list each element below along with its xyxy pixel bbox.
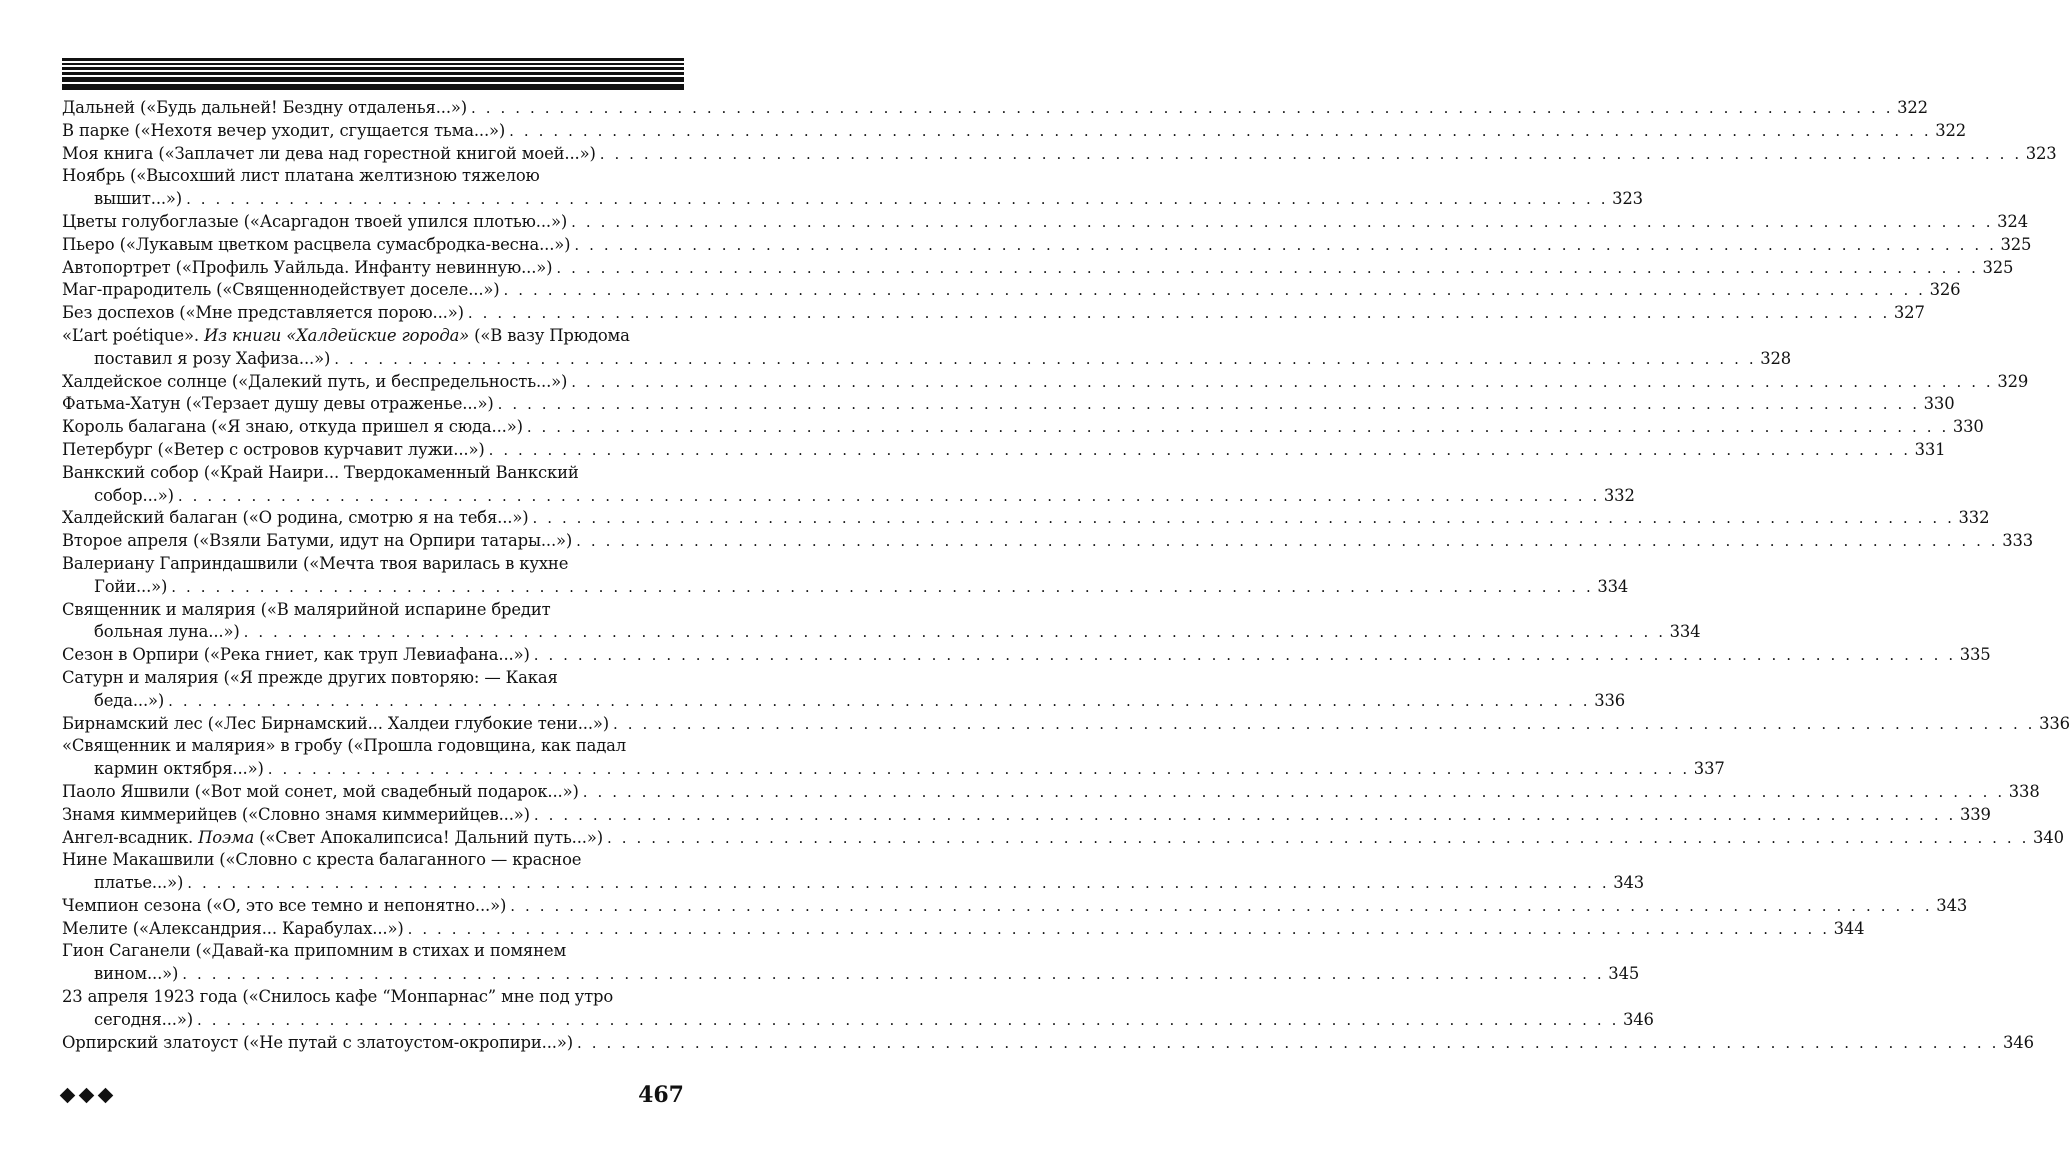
entry-title: Паоло Яшвили («Вот мой сонет, мой свадебный подарок...») [62, 781, 579, 801]
entry-page-number: 343 [1613, 873, 1645, 893]
entry-page-number: 346 [1623, 1009, 1654, 1029]
header-rule [62, 72, 684, 75]
dot-leader [468, 302, 1890, 325]
entry-page-number: 327 [1893, 303, 1925, 323]
entry-title: Знамя киммерийцев («Словно знамя киммерийцев...») [62, 804, 530, 824]
three-diamonds-icon [62, 1090, 111, 1101]
entry-title: Автопортрет («Профиль Уайльда. Инфанту невинную...») [62, 257, 553, 277]
table-of-contents [62, 97, 2070, 1054]
toc-line [62, 97, 1928, 120]
toc-entry [62, 735, 1725, 781]
entry-title: Моя книга («Заплачет ли дева над горестной книгой моей...») [62, 143, 596, 163]
entry-title: кармин октября...») [94, 759, 264, 779]
toc-line [62, 416, 1984, 439]
entry-title: Сатурн и малярия («Я прежде других повторяю: — Какая [62, 667, 558, 687]
toc-line [62, 120, 1967, 143]
entry-page-number: 340 [2033, 827, 2064, 847]
entry-page-number: 333 [2002, 531, 2034, 551]
entry-title-part: («Свет Апокалипсиса! Дальний путь...») [254, 827, 603, 847]
entry-title: сегодня...») [94, 1009, 193, 1029]
toc-line [62, 439, 1946, 462]
entry-page-number: 345 [1608, 964, 1640, 984]
dot-leader [534, 644, 1956, 667]
entry-title-part: «L’art poétique». [62, 325, 204, 345]
entry-title: платье...») [94, 873, 184, 893]
toc-line [62, 371, 2029, 394]
dot-leader [408, 918, 1830, 941]
toc-entry [62, 849, 1645, 895]
entry-page-number: 332 [1603, 485, 1635, 505]
toc-line [62, 553, 684, 576]
entry-page-number: 331 [1914, 439, 1946, 459]
dot-leader [527, 416, 1949, 439]
toc-entry [62, 895, 1968, 918]
entry-title: Чемпион сезона («О, это все темно и непонятно...») [62, 895, 507, 915]
toc-entry [62, 97, 1928, 120]
dot-leader [178, 485, 1600, 508]
toc-line [62, 257, 2014, 280]
toc-entry [62, 986, 1654, 1032]
entry-title: Мелите («Александрия... Карабулах...») [62, 918, 404, 938]
entry-page-number: 336 [2039, 713, 2070, 733]
entry-title: Гойи...») [94, 576, 168, 596]
dot-leader [571, 371, 1993, 394]
entry-title: больная луна...») [94, 622, 240, 642]
entry-title-part: Ангел-всадник. [62, 827, 199, 847]
dot-leader [197, 1009, 1619, 1032]
toc-line [62, 758, 1725, 781]
entry-title: Цветы голубоглазые («Асаргадон твоей упился плотью...») [62, 211, 568, 231]
toc-line [62, 940, 684, 963]
entry-page-number: 338 [2008, 781, 2040, 801]
toc-line [62, 644, 1991, 667]
entry-title: Ноябрь («Высохший лист платана желтизною тяжелою [62, 166, 540, 186]
entry-title: Король балагана («Я знаю, откуда пришел я сюда...») [62, 417, 523, 437]
dot-leader [574, 234, 1996, 257]
toc-entry [62, 530, 2034, 553]
entry-title: Дальней («Будь дальней! Бездну отдаленья...») [62, 98, 468, 117]
toc-entry [62, 644, 1991, 667]
entry-page-number: 323 [1612, 189, 1643, 209]
entry-title: Петербург («Ветер с островов курчавит лужи...») [62, 439, 485, 459]
entry-title-italic: Поэма [198, 827, 255, 847]
toc-entry [62, 234, 2032, 257]
entry-page-number: 329 [1997, 371, 2029, 391]
toc-line [62, 188, 1643, 211]
entry-title [62, 827, 603, 850]
dot-leader [244, 621, 1666, 644]
dot-leader [583, 781, 2005, 804]
toc-line [62, 485, 1635, 508]
toc-line [62, 986, 684, 1009]
header-rule [62, 84, 684, 90]
entry-page-number: 334 [1669, 622, 1701, 642]
entry-page-number: 325 [2000, 234, 2032, 254]
entry-page-number: 323 [2025, 143, 2057, 163]
toc-line [62, 462, 684, 485]
toc-entry [62, 462, 1635, 508]
entry-title: Гион Саганели («Давай-ка припомним в стихах и помянем [62, 941, 567, 961]
entry-page-number: 339 [1959, 804, 1991, 824]
dot-leader [600, 143, 2022, 166]
toc-line [62, 849, 684, 872]
diamond-icon [98, 1087, 114, 1103]
dot-leader [534, 804, 1956, 827]
dot-leader [334, 348, 1756, 371]
toc-entry [62, 1032, 2034, 1055]
toc-entry [62, 302, 1925, 325]
dot-leader [268, 758, 1690, 781]
entry-title: Нине Макашвили («Словно с креста балаганного — красное [62, 850, 582, 870]
toc-line [62, 827, 2064, 850]
entry-title: «Священник и малярия» в гробу («Прошла годовщина, как падал [62, 736, 627, 756]
entry-page-number: 337 [1693, 759, 1725, 779]
toc-line [62, 393, 1955, 416]
entry-title: Ванкский собор («Край Наири... Твердокаменный Ванкский [62, 462, 579, 482]
toc-line [62, 599, 684, 622]
entry-page-number: 332 [1958, 508, 1990, 528]
entry-page-number: 334 [1597, 576, 1629, 596]
entry-title: Орпирский златоуст («Не путай с златоустом-окропири...») [62, 1032, 573, 1052]
toc-entry [62, 781, 2040, 804]
toc-line [62, 1032, 2034, 1055]
entry-title-part: («В вазу Прюдома [469, 325, 630, 345]
toc-entry [62, 507, 1990, 530]
toc-line [62, 507, 1990, 530]
entry-page-number: 343 [1936, 895, 1968, 915]
dot-leader [571, 211, 1993, 234]
entry-page-number: 336 [1594, 690, 1626, 710]
toc-entry [62, 553, 1629, 599]
toc-entry [62, 713, 2070, 736]
toc-entry [62, 416, 1984, 439]
diamond-icon [79, 1087, 95, 1103]
toc-line [62, 963, 1640, 986]
entry-title: Второе апреля («Взяли Батуми, идут на Орпири татары...») [62, 531, 573, 551]
toc-line [62, 211, 2028, 234]
entry-title: Халдейское солнце («Далекий путь, и беспредельность...») [62, 371, 568, 391]
entry-title: Сезон в Орпири («Река гниет, как труп Левиафана...») [62, 645, 530, 665]
toc-line [62, 279, 1961, 302]
dot-leader [498, 393, 1920, 416]
toc-line [62, 872, 1645, 895]
dot-leader [607, 827, 2029, 850]
entry-title-italic: Из книги «Халдейские города» [203, 325, 470, 345]
dot-leader [171, 576, 1593, 599]
entry-title: Маг-прародитель («Священнодействует доселе...») [62, 280, 500, 300]
entry-page-number: 325 [1982, 257, 2014, 277]
entry-page-number: 335 [1959, 645, 1991, 665]
toc-line [62, 621, 1701, 644]
toc-entry [62, 143, 2057, 166]
toc-line [62, 234, 2032, 257]
entry-title: Пьеро («Лукавым цветком расцвела сумасбродка-весна...») [62, 234, 571, 254]
toc-line [62, 918, 1865, 941]
diamond-icon [60, 1087, 76, 1103]
dot-leader [510, 895, 1932, 918]
entry-title: собор...») [94, 485, 174, 505]
dot-leader [556, 257, 1978, 280]
entry-title: Без доспехов («Мне представляется порою...») [62, 303, 464, 323]
header-rule [62, 63, 684, 65]
toc-entry [62, 599, 1701, 645]
toc-line [62, 804, 1991, 827]
entry-title: Священник и малярия («В малярийной испарине бредит [62, 599, 551, 619]
entry-title: вином...») [94, 964, 179, 984]
entry-title: Фатьма-Хатун («Терзает душу девы отраженье...») [62, 394, 494, 414]
toc-line [62, 348, 1792, 371]
entry-page-number: 330 [1952, 417, 1984, 437]
dot-leader [168, 690, 1590, 713]
dot-leader [504, 279, 1926, 302]
entry-page-number: 346 [2003, 1032, 2034, 1052]
entry-title: вышит...») [94, 189, 183, 209]
page-footer [62, 1080, 684, 1110]
toc-line [62, 165, 684, 188]
entry-page-number: 324 [1997, 211, 2028, 231]
entry-page-number: 344 [1833, 918, 1865, 938]
header-rule [62, 77, 684, 82]
entry-title: Халдейский балаган («О родина, смотрю я на тебя...») [62, 508, 529, 528]
toc-entry [62, 393, 1955, 416]
entry-title: беда...») [94, 690, 165, 710]
toc-line [62, 302, 1925, 325]
toc-line [62, 325, 684, 348]
page-number: 467 [638, 1082, 684, 1108]
entry-title [62, 325, 630, 348]
header-rule [62, 67, 684, 70]
entry-title: 23 апреля 1923 года («Снилось кафе “Монпарнас” мне под утро [62, 987, 614, 1007]
toc-entry [62, 667, 1626, 713]
toc-entry [62, 827, 2064, 850]
toc-line [62, 781, 2040, 804]
dot-leader [532, 507, 1954, 530]
toc-line [62, 143, 2057, 166]
header-rules [62, 58, 684, 92]
dot-leader [489, 439, 1911, 462]
toc-line [62, 667, 684, 690]
entry-page-number: 322 [1935, 120, 1967, 140]
toc-entry [62, 120, 1967, 143]
entry-title: Бирнамский лес («Лес Бирнамский... Халдеи глубокие тени...») [62, 713, 610, 733]
toc-entry [62, 325, 1792, 371]
dot-leader [577, 1032, 1999, 1055]
toc-entry [62, 165, 1643, 211]
dot-leader [576, 530, 1998, 553]
entry-title: поставил я розу Хафиза...») [94, 348, 331, 368]
toc-entry [62, 940, 1640, 986]
entry-page-number: 328 [1760, 348, 1792, 368]
dot-leader [613, 713, 2035, 736]
entry-title: Валериану Гаприндашвили («Мечта твоя варилась в кухне [62, 553, 569, 573]
toc-entry [62, 804, 1991, 827]
dot-leader [187, 872, 1609, 895]
dot-leader [471, 97, 1893, 120]
entry-page-number: 326 [1929, 280, 1961, 300]
toc-line [62, 1009, 1654, 1032]
toc-entry [62, 371, 2029, 394]
entry-page-number: 330 [1923, 394, 1955, 414]
toc-line [62, 735, 684, 758]
toc-line [62, 690, 1626, 713]
toc-line [62, 530, 2034, 553]
entry-title: В парке («Нехотя вечер уходит, сгущается тьма...») [62, 120, 506, 140]
toc-line [62, 895, 1968, 918]
toc-entry [62, 918, 1865, 941]
toc-entry [62, 279, 1961, 302]
header-rule [62, 58, 684, 61]
toc-line [62, 713, 2070, 736]
dot-leader [509, 120, 1931, 143]
dot-leader [182, 963, 1604, 986]
toc-entry [62, 257, 2014, 280]
entry-page-number: 322 [1897, 98, 1928, 117]
toc-entry [62, 211, 2028, 234]
toc-line [62, 576, 1629, 599]
toc-entry [62, 439, 1946, 462]
dot-leader [186, 188, 1608, 211]
